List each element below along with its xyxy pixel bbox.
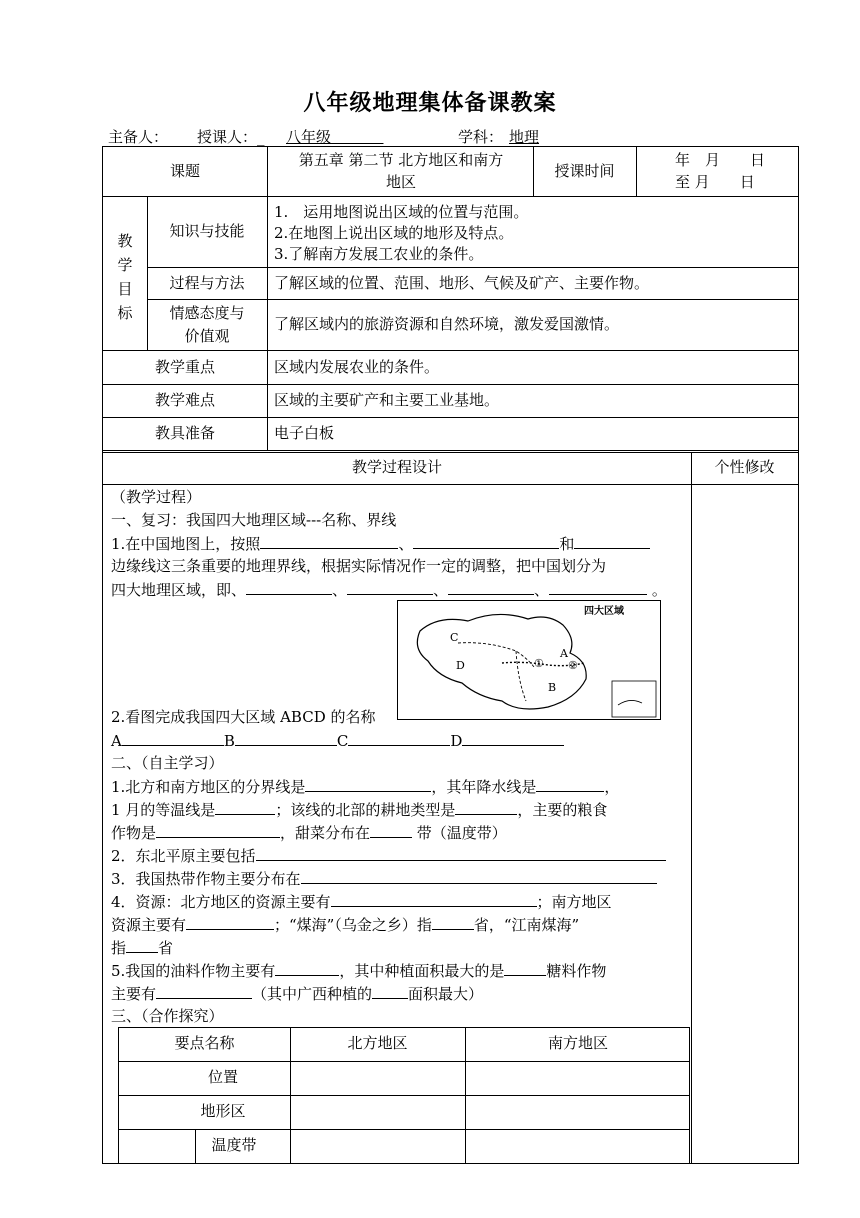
self-study-q2: 2．东北平原主要包括 [111, 844, 666, 868]
design-label: 教学过程设计 [351, 458, 442, 476]
self-study-q4-line-2: 资源主要有 ；“煤海”（乌金之乡）指 省，“江南煤海” [111, 913, 579, 937]
compare-header-north: 北方地区 [347, 1034, 408, 1052]
self-study-q1-line-3: 作物是 ，甜菜分布在 带（温度带） [111, 821, 507, 845]
teacher-label: 授课人：_ [197, 128, 265, 146]
self-study-q5-line-2: 主要有 （其中广西种植的 面积最大） [111, 982, 483, 1006]
cooperation-heading: 三、（合作探究） [111, 1007, 224, 1025]
map-label-2: ② [568, 659, 578, 672]
review-heading: 一、复习：我国四大地理区域---名称、界线 [111, 511, 397, 529]
self-study-q4-line-3: 指 省 [111, 936, 173, 960]
emotion-text: 了解区域内的旅游资源和自然环境，激发爱国激情。 [274, 315, 620, 333]
time-label: 授课时间 [554, 162, 615, 180]
self-study-heading: 二、（自主学习） [111, 754, 224, 772]
map-label-a: A [560, 647, 568, 660]
key-text: 区域内发展农业的条件。 [274, 358, 440, 376]
compare-row-location: 位置 [207, 1068, 238, 1086]
tools-label: 教具准备 [154, 424, 215, 442]
topic-label: 课题 [169, 162, 200, 180]
emotion-label-1: 情感态度与 [169, 304, 245, 322]
grade-value: 八年级 [286, 128, 332, 146]
time-line-1: 年 月 日 [675, 151, 766, 169]
preparer-label: 主备人： [108, 128, 169, 146]
map-label-d: D [456, 659, 465, 672]
process-text: 了解区域的位置、范围、地形、气候及矿产、主要作物。 [274, 274, 650, 292]
self-study-q1-line-1: 1.北方和南方地区的分界线是 ，其年降水线是 ， [111, 775, 619, 799]
compare-header-point: 要点名称 [174, 1034, 235, 1052]
question-1-line-1: 1.在中国地图上，按照 、 和 [111, 532, 650, 556]
map-label-b: B [548, 681, 557, 694]
topic-line-2: 地区 [385, 173, 416, 191]
subject-label: 学科： [458, 128, 504, 146]
emotion-label-2: 价值观 [184, 327, 230, 345]
map-label-c: C [450, 631, 459, 644]
self-study-q1-line-2: 1 月的等温线是 ；该线的北部的耕地类型是 ，主要的粮食 [111, 798, 607, 822]
process-label: 过程与方法 [169, 274, 245, 292]
four-regions-map [397, 600, 661, 720]
difficulty-label: 教学难点 [154, 391, 215, 409]
self-study-q4-line-1: 4．资源：北方地区的资源主要有 ；南方地区 [111, 890, 612, 914]
time-line-2: 至 月 日 [675, 173, 755, 191]
compare-row-temperature: 温度带 [211, 1136, 257, 1154]
topic-line-1: 第五章 第二节 北方地区和南方 [298, 151, 504, 169]
question-2: 2.看图完成我国四大区域 ABCD 的名称 [111, 708, 376, 726]
knowledge-label: 知识与技能 [169, 222, 245, 240]
comparison-table [118, 1027, 690, 1163]
question-1-line-3: 四大地理区域，即、 、 、 、 。 [111, 578, 667, 602]
edit-label: 个性修改 [714, 458, 775, 476]
key-label: 教学重点 [154, 358, 215, 376]
tools-text: 电子白板 [274, 424, 335, 442]
map-title: 四大区域 [584, 606, 624, 617]
compare-row-landform: 地形区 [200, 1102, 246, 1120]
region-blanks: A B C D [111, 729, 564, 753]
objectives-label: 教 学 目 标 [117, 232, 133, 322]
document-title: 八年级地理集体备课教案 [303, 91, 557, 116]
difficulty-text: 区域的主要矿产和主要工业基地。 [274, 391, 500, 409]
knowledge-items: 1. 运用地图说出区域的位置与范围。 2.在地图上说出区域的地形及特点。 3.了解南方发展工农业的条件。 [274, 203, 529, 263]
self-study-q3: 3．我国热带作物主要分布在 [111, 867, 657, 891]
subject-value: 地理 [509, 128, 540, 146]
map-label-1: ① [534, 657, 544, 670]
question-1-line-2: 边缘线这三条重要的地理界线，根据实际情况作一定的调整，把中国划分为 [111, 557, 607, 575]
process-heading: （教学过程） [111, 488, 202, 506]
self-study-q5-line-1: 5.我国的油料作物主要有 ，其中种植面积最大的是 糖料作物 [111, 959, 606, 983]
compare-header-south: 南方地区 [547, 1034, 608, 1052]
